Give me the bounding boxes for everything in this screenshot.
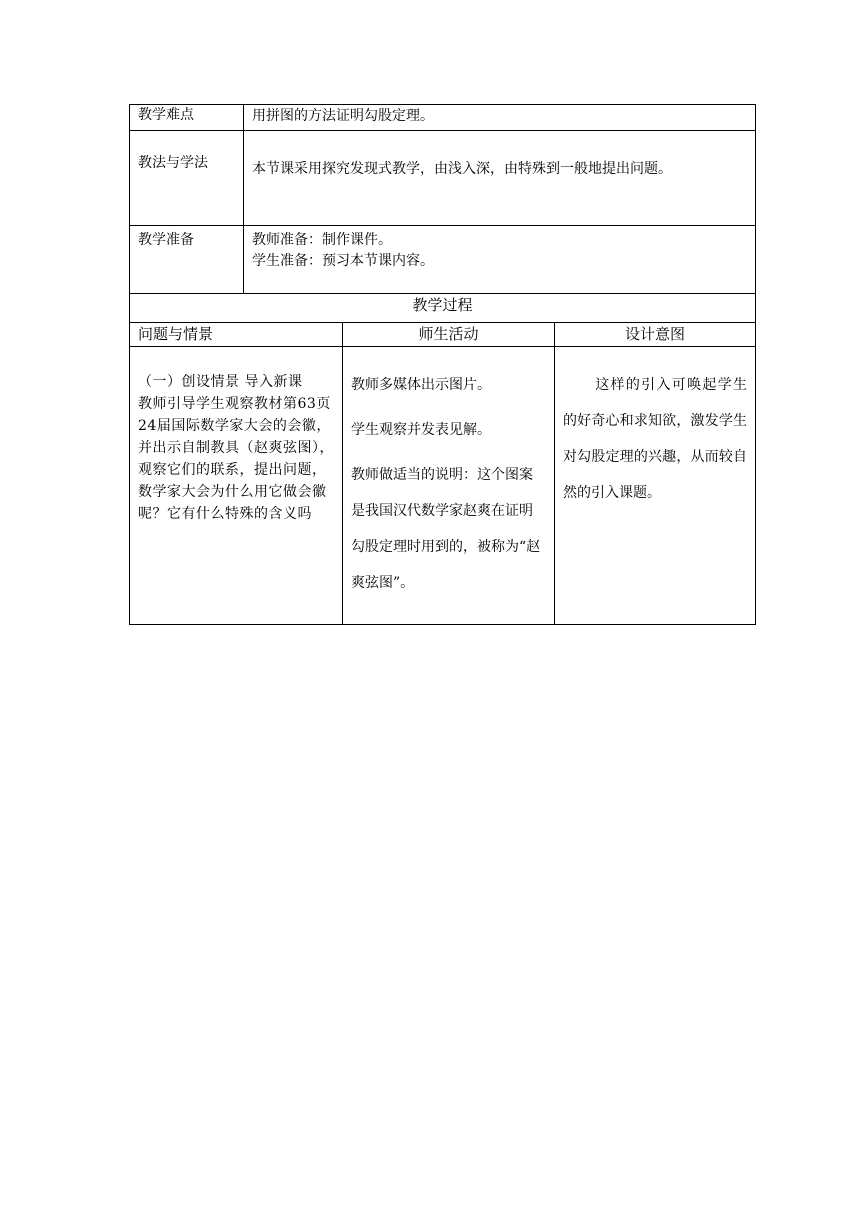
row-process-title: [130, 294, 756, 323]
teacher-preparation: 教师准备：制作课件。: [252, 232, 392, 248]
activity-cell: [343, 347, 555, 625]
preparation-label: 教学准备: [130, 226, 244, 294]
row-preparation: [130, 226, 756, 294]
scenario-text: 教师引导学生观察教材第63页24届国际数学家大会的会徽，并出示自制教具（赵爽弦图），观察它们的联系，提出问题，数学家大会为什么用它做会徽呢？它有什么特殊的含义吗: [138, 396, 334, 522]
row-difficulty: [130, 105, 756, 131]
row-method: [130, 131, 756, 226]
scenario-title: （一）创设情景 导入新课: [138, 374, 303, 390]
activity-step-1: 教师多媒体出示图片。: [351, 377, 491, 393]
row-column-headers: [130, 323, 756, 347]
header-scenario: 问题与情景: [130, 323, 343, 347]
method-label: 教法与学法: [130, 131, 244, 226]
lesson-plan-table: [129, 104, 756, 625]
row-stage-one: [130, 347, 756, 625]
difficulty-label: 教学难点: [130, 105, 244, 131]
scenario-cell: [130, 347, 343, 625]
difficulty-content: 用拼图的方法证明勾股定理。: [244, 105, 756, 131]
method-content: 本节课采用探究发现式教学，由浅入深，由特殊到一般地提出问题。: [244, 131, 756, 226]
activity-step-3: 教师做适当的说明：这个图案是我国汉代数学家赵爽在证明勾股定理时用到的，被称为“赵爽弦图”。: [351, 467, 541, 591]
process-title: 教学过程: [130, 294, 756, 323]
header-activity: 师生活动: [343, 323, 555, 347]
intent-cell: [555, 347, 756, 625]
preparation-content: [244, 226, 756, 294]
header-intent: 设计意图: [555, 323, 756, 347]
student-preparation: 学生准备：预习本节课内容。: [252, 253, 434, 269]
intent-text: 这样的引入可唤起学生的好奇心和求知欲，激发学生对勾股定理的兴趣，从而较自然的引入课题。: [563, 377, 748, 501]
activity-step-2: 学生观察并发表见解。: [351, 422, 491, 438]
